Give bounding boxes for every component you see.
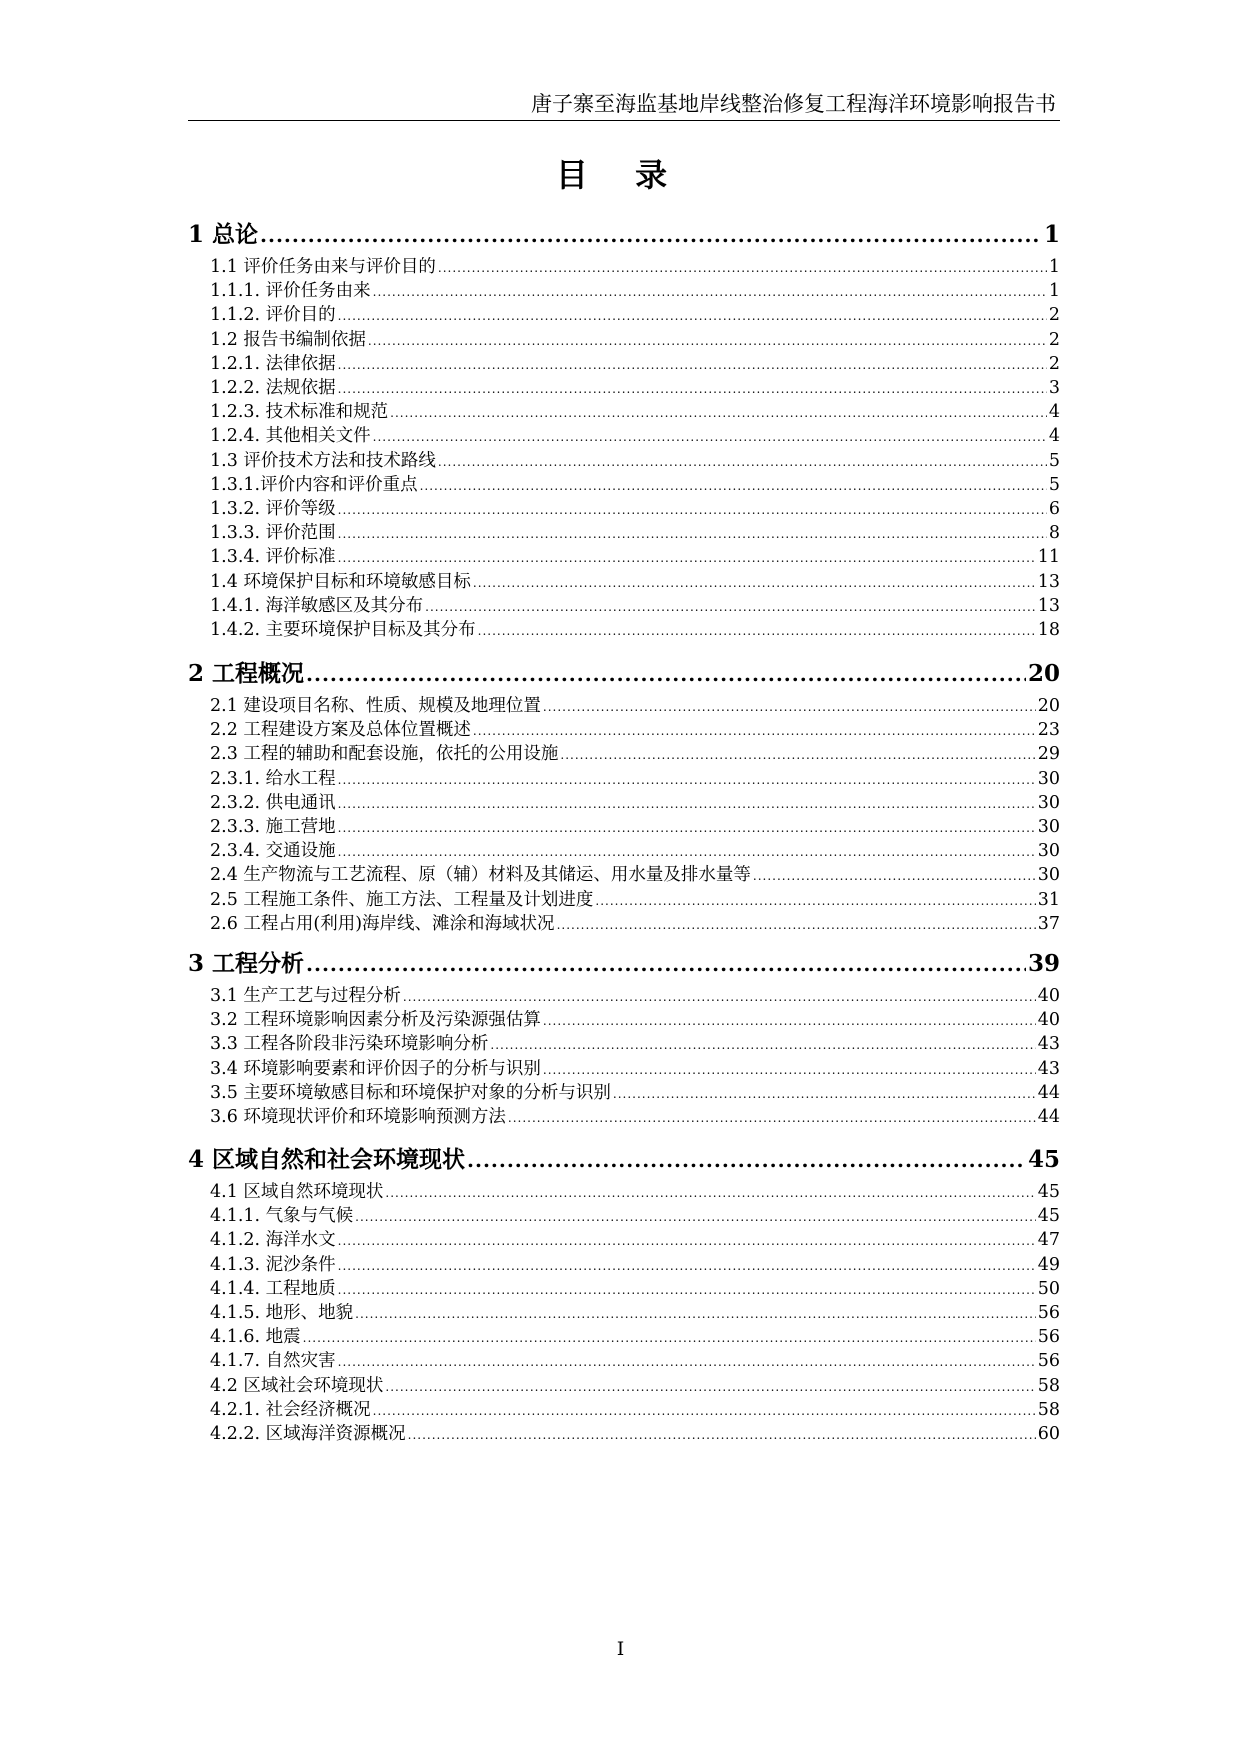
toc-entry[interactable] (188, 495, 1060, 522)
toc-entry-label: 2.1 建设项目名称、性质、规模及地理位置 (210, 696, 541, 716)
toc-entry-page: 29 (1037, 744, 1060, 765)
toc-entry-page: 6 (1048, 499, 1060, 519)
toc-entry[interactable] (188, 1030, 1060, 1057)
toc-entry[interactable] (188, 740, 1060, 767)
toc-chapter-1[interactable] (188, 216, 1060, 248)
toc-entry-label: 2.3.1. 给水工程 (210, 768, 336, 789)
toc-entry-label: 1.3.1.评价内容和评价重点 (210, 474, 418, 495)
toc-entry-page: 30 (1037, 865, 1060, 886)
toc-entry-page: 1 (1048, 281, 1060, 302)
toc-chapter-page: 1 (1043, 221, 1060, 248)
toc-entry-page: 47 (1037, 1230, 1060, 1251)
toc-entry-page: 4 (1048, 402, 1060, 423)
toc-entry-page: 2 (1048, 329, 1060, 350)
toc-entry[interactable] (188, 982, 1060, 1009)
dot-leader (338, 773, 1036, 787)
toc-entry-page: 23 (1037, 720, 1060, 741)
toc-entry[interactable] (188, 543, 1060, 570)
toc-entry-label: 4.1.6. 地震 (210, 1327, 301, 1348)
toc-entry[interactable] (188, 1323, 1060, 1350)
dot-leader (438, 261, 1047, 275)
toc-entry[interactable] (188, 471, 1060, 498)
toc-chapter-page: 20 (1027, 660, 1060, 687)
toc-entry[interactable] (188, 616, 1060, 643)
toc-entry-page: 43 (1037, 1034, 1060, 1055)
dot-leader (338, 551, 1036, 565)
toc-entry-label: 2.5 工程施工条件、施工方法、工程量及计划进度 (210, 889, 594, 910)
toc-entry-page: 40 (1037, 986, 1060, 1006)
toc-entry-label: 2.3.2. 供电通讯 (210, 792, 336, 813)
toc-entry-label: 1.4 环境保护目标和环境敏感目标 (210, 571, 471, 592)
toc-entry[interactable] (188, 1226, 1060, 1253)
dot-leader (306, 952, 1026, 976)
toc-entry-page: 37 (1037, 913, 1060, 934)
dot-leader (403, 990, 1036, 1004)
toc-entry-page: 56 (1037, 1351, 1060, 1372)
dot-leader (385, 1380, 1035, 1394)
toc-entry[interactable] (188, 886, 1060, 913)
dot-leader (338, 527, 1047, 541)
dot-leader (543, 1063, 1036, 1077)
dot-leader (338, 358, 1047, 372)
toc-entry-label: 1.1.2. 评价目的 (210, 305, 336, 326)
toc-entry-page: 13 (1037, 571, 1060, 592)
toc-entry[interactable] (188, 1347, 1060, 1374)
toc-entry[interactable] (188, 813, 1060, 840)
toc-chapter-label: 4 区域自然和社会环境现状 (188, 1146, 466, 1173)
dot-leader (478, 624, 1036, 638)
dot-leader (338, 797, 1036, 811)
toc-entry-page: 44 (1037, 1107, 1060, 1127)
toc-entry[interactable] (188, 398, 1060, 425)
toc-entry-page: 5 (1048, 450, 1060, 471)
toc-entry-page: 50 (1037, 1278, 1060, 1299)
toc-entry[interactable] (188, 1396, 1060, 1423)
page-number: I (616, 1638, 625, 1660)
toc-entry-label: 2.3.3. 施工营地 (210, 817, 336, 837)
toc-title: 目 录 (555, 156, 686, 194)
toc-entry[interactable] (188, 1251, 1060, 1278)
dot-leader (306, 662, 1026, 686)
toc-entry-label: 2.6 工程占用(利用)海岸线、滩涂和海域状况 (210, 913, 555, 934)
dot-leader (408, 1428, 1036, 1442)
toc-entry[interactable] (188, 716, 1060, 743)
toc-entry-page: 30 (1037, 841, 1060, 862)
toc-entry[interactable] (188, 326, 1060, 353)
dot-leader (338, 1259, 1036, 1273)
toc-entry-label: 1.4.1. 海洋敏感区及其分布 (210, 595, 424, 616)
dot-leader (595, 894, 1035, 908)
toc-entry-label: 2.3 工程的辅助和配套设施，依托的公用设施 (210, 744, 559, 765)
dot-leader (373, 285, 1047, 299)
dot-leader (373, 1404, 1036, 1418)
dot-leader (338, 1283, 1036, 1297)
toc-entry-page: 44 (1037, 1082, 1060, 1103)
toc-chapter-label: 3 工程分析 (188, 950, 305, 977)
dot-leader (338, 1355, 1036, 1369)
toc-entry[interactable] (188, 1079, 1060, 1106)
toc-entry-label: 3.3 工程各阶段非污染环境影响分析 (210, 1034, 489, 1055)
toc-chapter-page: 39 (1027, 950, 1060, 977)
dot-leader (303, 1331, 1036, 1345)
dot-leader (473, 576, 1036, 590)
toc-entry[interactable] (188, 1420, 1060, 1447)
dot-leader (390, 406, 1047, 420)
toc-entry-page: 20 (1037, 696, 1060, 716)
toc-entry[interactable] (188, 1275, 1060, 1302)
toc-entry-label: 1.2.1. 法律依据 (210, 353, 336, 374)
toc-entry-page: 30 (1037, 817, 1060, 837)
dot-leader (338, 309, 1047, 323)
toc-entry[interactable] (188, 447, 1060, 474)
toc-entry-label: 1.2.4. 其他相关文件 (210, 426, 371, 447)
toc-entry-label: 4.1.2. 海洋水文 (210, 1230, 336, 1251)
dot-leader (490, 1038, 1035, 1052)
toc-entry-page: 2 (1048, 353, 1060, 374)
toc-entry-page: 45 (1037, 1206, 1060, 1227)
toc-entry[interactable] (188, 861, 1060, 888)
toc-entry-label: 1.1 评价任务由来与评价目的 (210, 257, 436, 277)
toc-entry[interactable] (188, 422, 1060, 449)
toc-entry-page: 1 (1048, 257, 1060, 277)
toc-entry[interactable] (188, 1202, 1060, 1229)
toc-entry[interactable] (188, 910, 1060, 937)
toc-entry-page: 4 (1048, 426, 1060, 447)
toc-entry[interactable] (188, 1006, 1060, 1033)
toc-entry-label: 4.2.2. 区域海洋资源概况 (210, 1424, 406, 1444)
toc-entry-page: 45 (1037, 1182, 1060, 1202)
toc-entry-label: 1.3.2. 评价等级 (210, 499, 336, 519)
toc-entry-label: 3.4 环境影响要素和评价因子的分析与识别 (210, 1058, 541, 1079)
toc-entry[interactable] (188, 1103, 1060, 1130)
toc-entry[interactable] (188, 350, 1060, 377)
toc-entry[interactable] (188, 519, 1060, 546)
dot-leader (543, 700, 1036, 714)
dot-leader (438, 455, 1047, 469)
running-header (188, 84, 1060, 121)
dot-leader (355, 1307, 1036, 1321)
toc-entry-page: 8 (1048, 523, 1060, 544)
toc-entry-label: 4.2.1. 社会经济概况 (210, 1399, 371, 1420)
toc-entry[interactable] (188, 1372, 1060, 1399)
dot-leader (543, 1014, 1036, 1028)
toc-entry-page: 43 (1037, 1058, 1060, 1079)
toc-chapter-page: 45 (1027, 1146, 1060, 1173)
toc-entry[interactable] (188, 1055, 1060, 1082)
toc-entry[interactable] (188, 253, 1060, 280)
toc-entry-page: 31 (1037, 889, 1060, 910)
dot-leader (355, 1210, 1036, 1224)
toc-entry-page: 18 (1037, 620, 1060, 640)
toc-chapter-3[interactable] (188, 945, 1060, 977)
toc-entry-label: 3.2 工程环境影响因素分析及污染源强估算 (210, 1010, 541, 1031)
toc-entry-page: 58 (1037, 1399, 1060, 1420)
toc-entry-page: 30 (1037, 792, 1060, 813)
toc-entry-label: 1.4.2. 主要环境保护目标及其分布 (210, 620, 476, 640)
dot-leader (338, 503, 1047, 517)
toc-entry-label: 1.2.2. 法规依据 (210, 378, 336, 398)
toc-entry-label: 3.5 主要环境敏感目标和环境保护对象的分析与识别 (210, 1082, 611, 1103)
toc-entry-label: 2.4 生产物流与工艺流程、原（辅）材料及其储运、用水量及排水量等 (210, 865, 751, 886)
toc-entry-label: 1.2 报告书编制依据 (210, 329, 366, 350)
toc-entry[interactable] (188, 837, 1060, 864)
dot-leader (373, 430, 1047, 444)
toc-chapter-label: 1 总论 (188, 221, 259, 248)
dot-leader (560, 748, 1035, 762)
toc-entry-page: 5 (1048, 474, 1060, 495)
toc-entry[interactable] (188, 374, 1060, 401)
toc-entry-page: 56 (1037, 1327, 1060, 1348)
toc-entry-label: 1.1.1. 评价任务由来 (210, 281, 371, 302)
toc-entry-label: 1.2.3. 技术标准和规范 (210, 402, 389, 423)
dot-leader (753, 869, 1036, 883)
toc-entry-page: 56 (1037, 1303, 1060, 1323)
dot-leader (338, 382, 1047, 396)
toc-entry-page: 2 (1048, 305, 1060, 326)
toc-entry[interactable] (188, 765, 1060, 792)
toc-entry-label: 2.2 工程建设方案及总体位置概述 (210, 720, 471, 741)
toc-entry-label: 2.3.4. 交通设施 (210, 841, 336, 862)
dot-leader (420, 479, 1047, 493)
toc-entry-label: 4.1.4. 工程地质 (210, 1278, 336, 1299)
dot-leader (385, 1186, 1035, 1200)
toc-entry[interactable] (188, 692, 1060, 719)
toc-chapter-label: 2 工程概况 (188, 660, 305, 687)
dot-leader (613, 1087, 1036, 1101)
toc-entry-label: 1.3.4. 评价标准 (210, 547, 336, 568)
toc-entry-page: 60 (1037, 1424, 1060, 1444)
toc-entry-page: 13 (1037, 595, 1060, 616)
toc-entry-page: 49 (1037, 1254, 1060, 1275)
toc-entry-label: 4.1 区域自然环境现状 (210, 1182, 384, 1202)
toc-entry-page: 40 (1037, 1010, 1060, 1031)
dot-leader (338, 1234, 1036, 1248)
dot-leader (260, 223, 1042, 247)
toc-entry-label: 3.6 环境现状评价和环境影响预测方法 (210, 1107, 506, 1127)
toc-entry-label: 4.1.1. 气象与气候 (210, 1206, 354, 1227)
toc-entry[interactable] (188, 789, 1060, 816)
toc-entry[interactable] (188, 592, 1060, 619)
toc-entry[interactable] (188, 277, 1060, 304)
toc-chapter-2[interactable] (188, 655, 1060, 687)
toc-entry-label: 1.3.3. 评价范围 (210, 523, 336, 544)
dot-leader (338, 821, 1036, 835)
toc-entry[interactable] (188, 1178, 1060, 1205)
toc-entry-label: 3.1 生产工艺与过程分析 (210, 986, 401, 1006)
toc-entry[interactable] (188, 568, 1060, 595)
toc-entry-label: 4.1.7. 自然灾害 (210, 1351, 336, 1372)
toc-entry[interactable] (188, 1299, 1060, 1326)
toc-entry-label: 1.3 评价技术方法和技术路线 (210, 450, 436, 471)
toc-chapter-4[interactable] (188, 1141, 1060, 1173)
dot-leader (508, 1111, 1036, 1125)
toc-entry-label: 4.2 区域社会环境现状 (210, 1375, 384, 1396)
dot-leader (368, 334, 1047, 348)
dot-leader (425, 600, 1036, 614)
toc-entry-page: 3 (1048, 378, 1060, 398)
dot-leader (473, 724, 1036, 738)
dot-leader (338, 845, 1036, 859)
toc-entry-page: 30 (1037, 768, 1060, 789)
toc-entry-page: 58 (1037, 1375, 1060, 1396)
toc-entry[interactable] (188, 301, 1060, 328)
dot-leader (467, 1148, 1026, 1172)
toc-entry-label: 4.1.5. 地形、地貌 (210, 1303, 354, 1323)
dot-leader (557, 918, 1036, 932)
toc-entry-page: 11 (1037, 547, 1060, 568)
toc-entry-label: 4.1.3. 泥沙条件 (210, 1254, 336, 1275)
header-title: 唐子寨至海监基地岸线整治修复工程海洋环境影响报告书 (531, 92, 1056, 116)
